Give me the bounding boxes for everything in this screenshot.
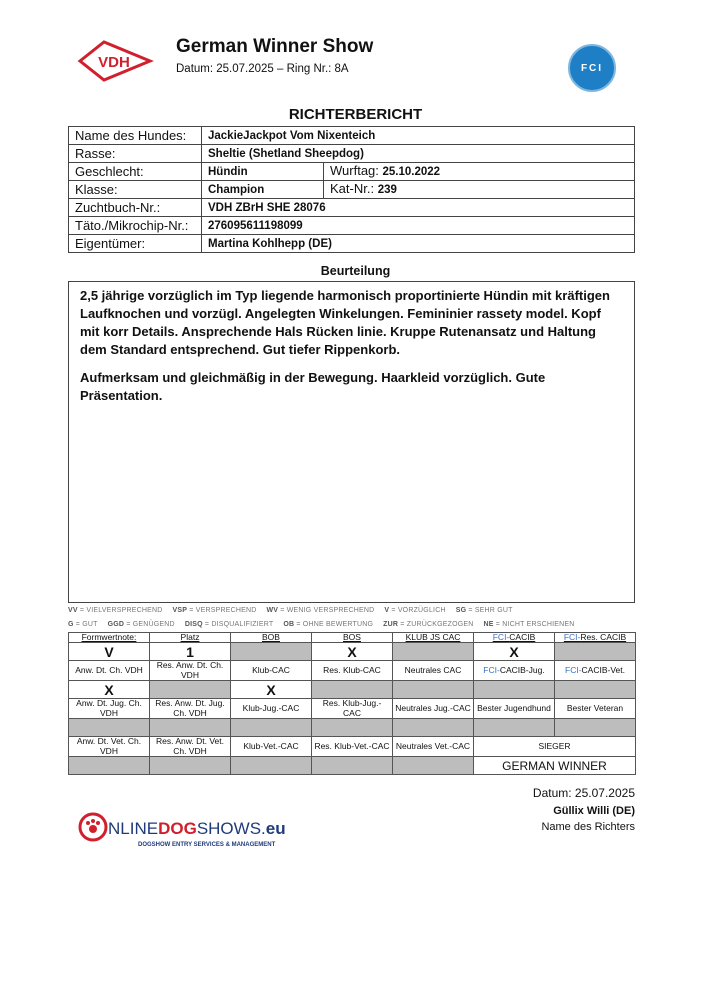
value-cell: V — [69, 643, 150, 661]
evaluation-box — [68, 281, 635, 603]
value-cell — [312, 757, 393, 775]
value-cell: X — [312, 643, 393, 661]
label-cell: Anw. Dt. Ch. VDH — [69, 661, 150, 681]
value-cell — [555, 719, 636, 737]
legend-entry: WV = WENIG VERSPRECHEND — [266, 607, 375, 614]
legend-line — [68, 620, 585, 629]
label: Geschlecht: — [69, 163, 202, 181]
fci-logo: FCI — [568, 44, 616, 92]
value-cell: 1 — [150, 643, 231, 661]
legend-entry: GGD = GENÜGEND — [107, 621, 175, 628]
label-cell: Klub-Jug.-CAC — [231, 699, 312, 719]
value-cell — [555, 643, 636, 661]
judge-name: Güllix Willi (DE) — [553, 805, 635, 817]
table-row — [69, 643, 636, 661]
table-row — [69, 199, 635, 217]
label: Klasse: — [69, 181, 202, 199]
value-cell — [393, 643, 474, 661]
label-cell: Anw. Dt. Jug. Ch. VDH — [69, 699, 150, 719]
label-cell: Res. Anw. Dt. Vet. Ch. VDH — [150, 737, 231, 757]
label: Eigentümer: — [69, 235, 202, 253]
report-title: RICHTERBERICHT — [288, 106, 423, 123]
label-cell: Res. Klub-CAC — [312, 661, 393, 681]
value: Champion — [202, 181, 324, 199]
value-cell — [393, 681, 474, 699]
table-row — [69, 699, 636, 719]
header-cell: Formwertnote: — [69, 633, 150, 643]
label-cell: Neutrales CAC — [393, 661, 474, 681]
value-cell — [312, 719, 393, 737]
header-cell: KLUB JS CAC — [393, 633, 474, 643]
value-cell — [150, 719, 231, 737]
value-cell — [231, 643, 312, 661]
table-row — [69, 235, 635, 253]
label-cell: Res. Anw. Dt. Ch. VDH — [150, 661, 231, 681]
value-cell — [150, 757, 231, 775]
label-cell: Res. Klub-Vet.-CAC — [312, 737, 393, 757]
value: 276095611198099 — [202, 217, 635, 235]
table-row — [69, 633, 636, 643]
legend-entry: NE = NICHT ERSCHIENEN — [483, 621, 575, 628]
table-row — [69, 681, 636, 699]
value-cell — [69, 757, 150, 775]
catalog-number: Kat-Nr.: 239 — [324, 181, 635, 199]
value-cell — [555, 681, 636, 699]
legend-entry: OB = OHNE BEWERTUNG — [283, 621, 374, 628]
label-cell: Klub-CAC — [231, 661, 312, 681]
label-cell: Bester Jugendhund — [474, 699, 555, 719]
header-cell: BOB — [231, 633, 312, 643]
label-cell: Klub-Vet.-CAC — [231, 737, 312, 757]
table-row — [69, 145, 635, 163]
table-row — [69, 737, 636, 757]
evaluation-text: Aufmerksam und gleichmäßig in der Bewegung. Haarkleid vorzüglich. Gute Präsentation. — [80, 370, 546, 403]
value-cell — [474, 719, 555, 737]
header-cell: Platz — [150, 633, 231, 643]
value-cell: X — [69, 681, 150, 699]
value: Sheltie (Shetland Sheepdog) — [202, 145, 635, 163]
svg-text:NLINEDOGSHOWS.eu: NLINEDOGSHOWS.eu — [108, 819, 286, 838]
header-cell: BOS — [312, 633, 393, 643]
legend-entry: VV = VIELVERSPRECHEND — [68, 607, 163, 614]
value-cell: X — [231, 681, 312, 699]
table-row — [69, 719, 636, 737]
value-cell — [393, 757, 474, 775]
dog-info-table — [68, 126, 635, 253]
value: JackieJackpot Vom Nixenteich — [202, 127, 635, 145]
label: Rasse: — [69, 145, 202, 163]
value-cell — [474, 681, 555, 699]
table-row — [69, 217, 635, 235]
value-cell — [393, 719, 474, 737]
value-cell — [231, 757, 312, 775]
label-cell: FCI-CACIB-Jug. — [474, 661, 555, 681]
label-cell: SIEGER — [474, 737, 636, 757]
show-title: German Winner Show — [176, 36, 374, 57]
table-row — [69, 163, 635, 181]
value: Martina Kohlhepp (DE) — [202, 235, 635, 253]
label: Täto./Mikrochip-Nr.: — [69, 217, 202, 235]
onlinedogshows-logo — [78, 812, 286, 848]
judge-label: Name des Richters — [541, 821, 635, 833]
label-cell: Bester Veteran — [555, 699, 636, 719]
table-row — [69, 757, 636, 775]
value-cell — [150, 681, 231, 699]
show-subtitle: Datum: 25.07.2025 – Ring Nr.: 8A — [176, 63, 349, 75]
label: Name des Hundes: — [69, 127, 202, 145]
legend-entry: G = GUT — [68, 621, 98, 628]
table-row — [69, 181, 635, 199]
svg-text:VDH: VDH — [98, 54, 130, 71]
value-cell — [312, 681, 393, 699]
svg-text:DOGSHOW ENTRY SERVICES & MANAG: DOGSHOW ENTRY SERVICES & MANAGEMENT — [138, 842, 276, 848]
value-cell: X — [474, 643, 555, 661]
legend-entry: ZUR = ZURÜCKGEZOGEN — [383, 621, 474, 628]
table-row — [69, 127, 635, 145]
vdh-logo — [78, 40, 152, 82]
label-cell: Res. Anw. Dt. Jug. Ch. VDH — [150, 699, 231, 719]
legend-entry: VSP = VERSPRECHEND — [172, 607, 257, 614]
value: VDH ZBrH SHE 28076 — [202, 199, 635, 217]
value-cell — [231, 719, 312, 737]
header-cell: FCI-Res. CACIB — [555, 633, 636, 643]
value: Hündin — [202, 163, 324, 181]
evaluation-heading: Beurteilung — [320, 264, 391, 278]
report-date: Datum: 25.07.2025 — [532, 786, 635, 800]
label-cell: Anw. Dt. Vet. Ch. VDH — [69, 737, 150, 757]
label-cell: Neutrales Jug.-CAC — [393, 699, 474, 719]
birthdate: Wurftag: 25.10.2022 — [324, 163, 635, 181]
legend-entry: V = VORZÜGLICH — [384, 607, 446, 614]
table-row — [69, 661, 636, 681]
label-cell: Neutrales Vet.-CAC — [393, 737, 474, 757]
legend-line — [68, 606, 523, 615]
label: Zuchtbuch-Nr.: — [69, 199, 202, 217]
label-cell: Res. Klub-Jug.-CAC — [312, 699, 393, 719]
german-winner-cell: GERMAN WINNER — [474, 757, 636, 775]
legend-entry: DISQ = DISQUALIFIZIERT — [184, 621, 274, 628]
header-cell: FCI-CACIB — [474, 633, 555, 643]
awards-table — [68, 632, 636, 775]
value-cell — [69, 719, 150, 737]
label-cell: FCI-CACIB-Vet. — [555, 661, 636, 681]
evaluation-text: 2,5 jährige vorzüglich im Typ liegende harmonisch proportinierte Hündin mit kräftigen Laufknochen und vorzügl. Angelegten Winkelungen. Femininier rassety model. Kopf mit korr Details. Ansprechende Hals Rücken linie. Kruppe Rutenansatz und Haltung dem Standard entsprechend. Gut tiefer Rippenkorb. — [80, 288, 610, 357]
legend-entry: SG = SEHR GUT — [455, 607, 513, 614]
